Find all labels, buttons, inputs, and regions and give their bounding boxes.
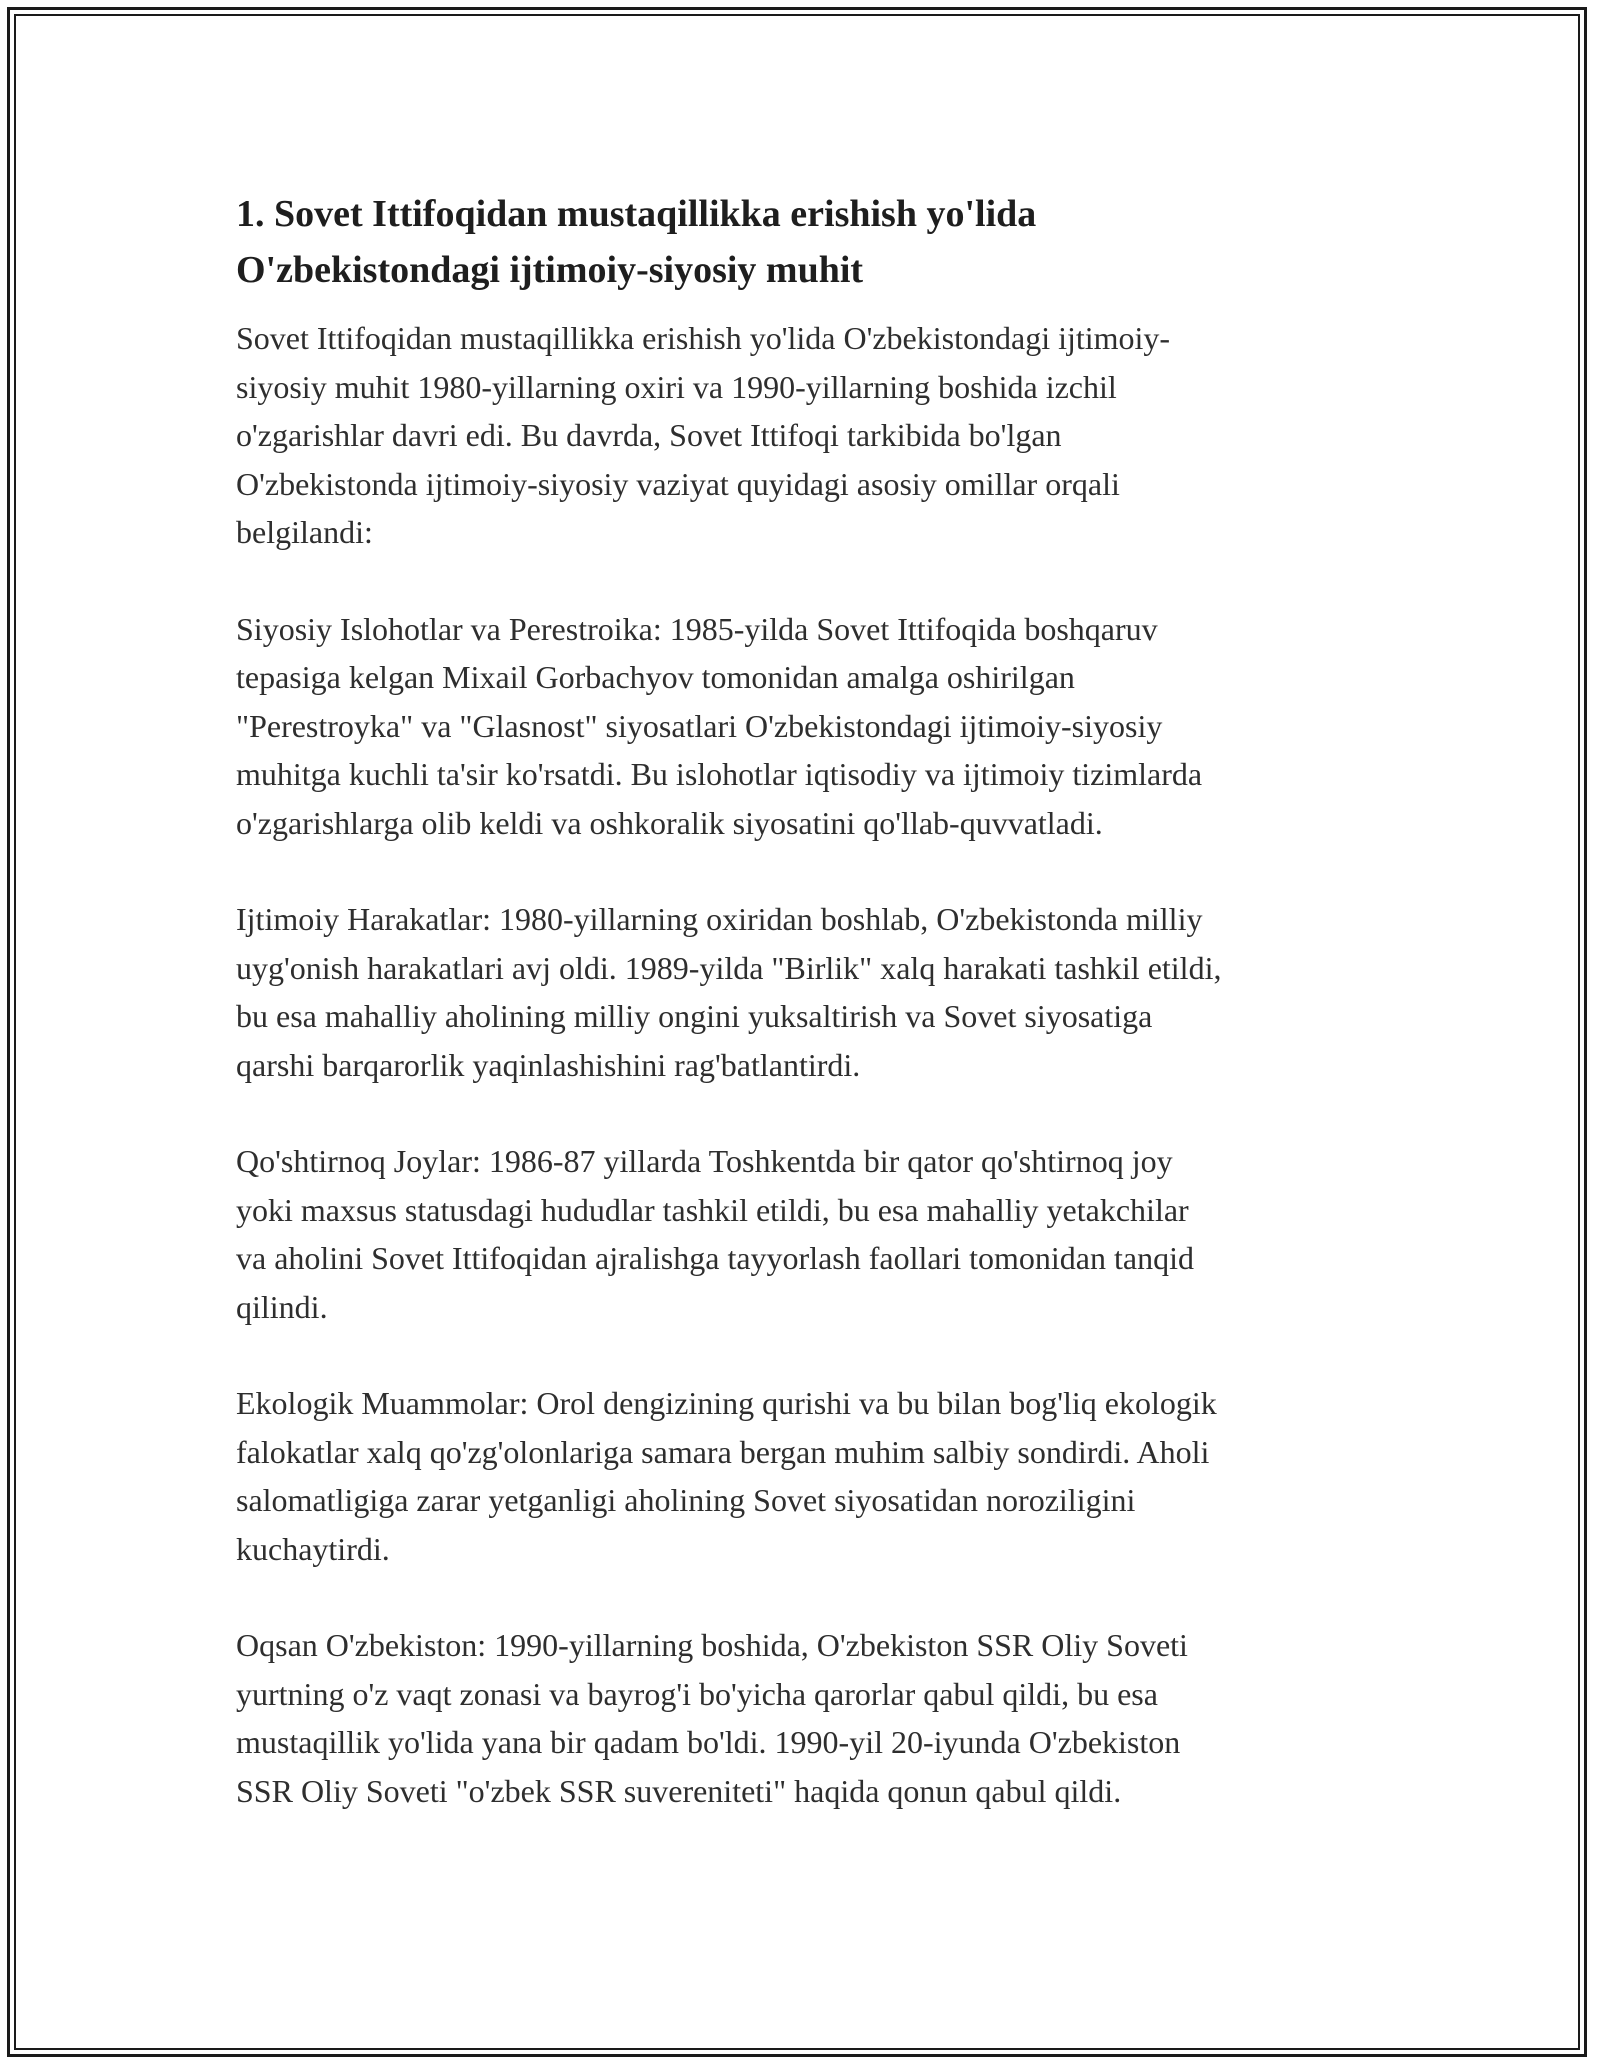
paragraph-political-reforms: Siyosiy Islohotlar va Perestroika: 1985-yilda Sovet Ittifoqida boshqaruv tepasiga kelgan Mixail Gorbachyov tomonidan amalga oshirilgan "Perestroyka" va "Glasnost" siyosatlari O'zbekistondagi ijtimoiy-siyosiy muhitga kuchli ta'sir ko'rsatdi. Bu islohotlar iqtisodiy va ijtimoiy tizimlarda o'zgarishlarga olib keldi va oshkoralik siyosatini qo'llab-quvvatladi.	[236, 610, 1203, 841]
paragraph-sovereignty: Oqsan O'zbekiston: 1990-yillarning boshida, O'zbekiston SSR Oliy Soveti yurtning o'z vaqt zonasi va bayrog'i bo'yicha qarorlar qabul qildi, bu esa mustaqillik yo'lida yana bir qadam bo'ldi. 1990-yil 20-iyunda O'zbekiston SSR Oliy Soveti "o'zbek SSR suvereniteti" haqida qonun qabul qildi.	[236, 1627, 1188, 1809]
section-heading: 1. Sovet Ittifoqidan mustaqillikka erishish yo'lida O'zbekistondagi ijtimoiy-siyosiy muhit	[236, 193, 1037, 291]
paragraph-special-zones: Qo'shtirnoq Joylar: 1986-87 yillarda Toshkentda bir qator qo'shtirnoq joy yoki maxsus statusdagi hududlar tashkil etildi, bu esa mahalliy yetakchilar va aholini Sovet Ittifoqidan ajralishga tayyorlash faollari tomonidan tanqid qilindi.	[236, 1143, 1194, 1325]
paragraph-intro: Sovet Ittifoqidan mustaqillikka erishish yo'lida O'zbekistondagi ijtimoiy- siyosiy muhit 1980-yillarning oxiri va 1990-yillarning boshida izchil o'zgarishlar davri edi. Bu davrda, Sovet Ittifoqi tarkibida bo'lgan O'zbekistonda ijtimoiy-siyosiy vaziyat quyidagi asosiy omillar orqali belgilandi:	[236, 320, 1171, 550]
paragraph-ecological-problems: Ekologik Muammolar: Orol dengizining qurishi va bu bilan bog'liq ekologik falokatlar xalq qo'zg'olonlariga samara bergan muhim salbiy sondirdi. Aholi salomatligiga zarar yetganligi aholining Sovet siyosatidan noroziligini kuchaytirdi.	[236, 1385, 1217, 1567]
paragraph-social-movements: Ijtimoiy Harakatlar: 1980-yillarning oxiridan boshlab, O'zbekistonda milliy uyg'onish harakatlari avj oldi. 1989-yilda "Birlik" xalq harakati tashkil etildi, bu esa mahalliy aholining milliy ongini yuksaltirish va Sovet siyosatiga qarshi barqarorlik yaqinlashishini rag'batlantirdi.	[236, 901, 1222, 1083]
document-body	[236, 186, 1376, 1815]
